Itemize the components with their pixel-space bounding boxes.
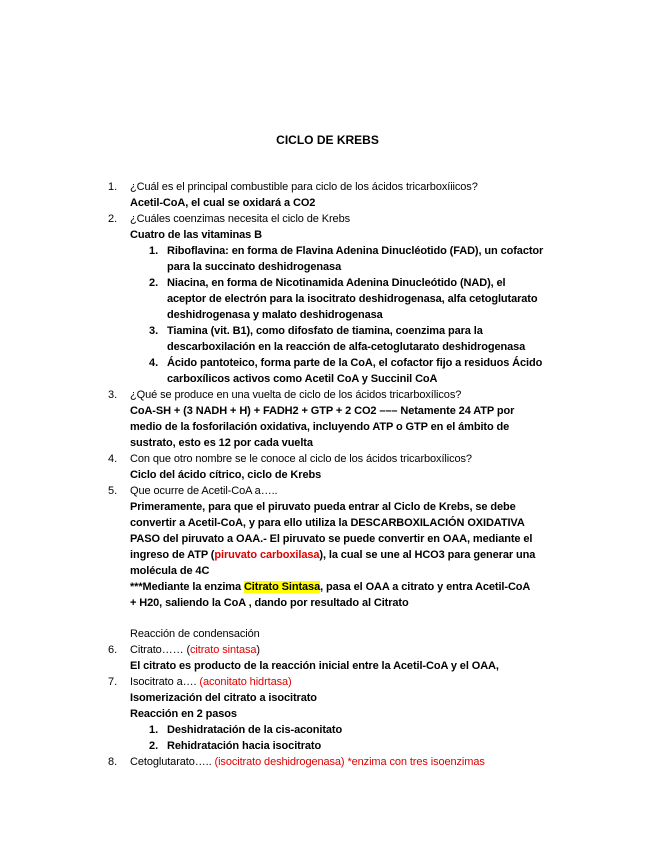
- answer-2: Cuatro de las vitaminas B: [130, 229, 262, 241]
- question-8: [130, 755, 485, 769]
- vitamin-niacina-line: Niacina, en forma de Nicotinamida Adenina Dinucleótido (NAD), el: [167, 277, 506, 289]
- vitamin-pantoteico-line: Ácido pantoteico, forma parte de la CoA, el cofactor fijo a residuos Ácido: [167, 357, 543, 369]
- vitamin-niacina-line: deshidrogenasa y malato deshidrogenasa: [167, 309, 383, 321]
- question-6: [130, 643, 260, 657]
- question-5: Que ocurre de Acetil-CoA a…..: [130, 485, 278, 497]
- sublist-number: 2.: [149, 277, 159, 289]
- list-number: 3.: [108, 389, 118, 401]
- reaction-heading: Reacción de condensación: [130, 628, 260, 640]
- reaction-step: Deshidratación de la cis-aconitato: [167, 724, 343, 736]
- vitamin-riboflavina-line: para la succinato deshidrogenasa: [167, 261, 342, 273]
- answer-6: El citrato es producto de la reacción inicial entre la Acetil-CoA y el OAA,: [130, 660, 499, 672]
- sublist-number: 1.: [149, 724, 159, 736]
- answer-5-line: molécula de 4C: [130, 565, 210, 577]
- reaction-step: Rehidratación hacia isocitrato: [167, 740, 322, 752]
- sublist-number: 1.: [149, 245, 159, 257]
- list-number: 4.: [108, 453, 118, 465]
- vitamin-tiamina-line: descarboxilación en la reacción de alfa-cetoglutarato deshidrogenasa: [167, 341, 526, 353]
- answer-7-line: Isomerización del citrato a isocitrato: [130, 692, 317, 704]
- answer-5-text: , pasa el OAA a citrato y entra Acetil-CoA: [320, 581, 531, 593]
- question-3: ¿Qué se produce en una vuelta de ciclo de los ácidos tricarboxílicos?: [130, 389, 462, 401]
- answer-5-line: [130, 580, 530, 594]
- page-title: CICLO DE KREBS: [276, 133, 379, 147]
- list-number: 6.: [108, 644, 118, 656]
- list-number: 7.: [108, 676, 118, 688]
- vitamin-pantoteico-line: carboxílicos activos como Acetil CoA y Succinil CoA: [167, 373, 438, 385]
- question-6-text: Citrato…… (: [130, 644, 191, 656]
- question-7: [130, 675, 292, 689]
- sublist-number: 2.: [149, 740, 159, 752]
- list-number: 1.: [108, 181, 118, 193]
- vitamin-riboflavina-line: Riboflavina: en forma de Flavina Adenina Dinucléotido (FAD), un cofactor: [167, 245, 544, 257]
- answer-7-line: Reacción en 2 pasos: [130, 708, 237, 720]
- answer-5-text: ), la cual se une al HCO3 para generar una: [319, 549, 536, 561]
- question-8-text: Cetoglutarato…..: [130, 756, 215, 768]
- answer-5-line: + H20, saliendo la CoA , dando por resultado al Citrato: [130, 597, 409, 609]
- answer-5-line: [130, 548, 535, 562]
- highlighted-enzyme: Citrato Sintasa: [243, 581, 321, 593]
- question-7-text: Isocitrato a….: [130, 676, 200, 688]
- vitamin-tiamina-line: Tiamina (vit. B1), como difosfato de tiamina, coenzima para la: [167, 325, 483, 337]
- question-6-text: ): [256, 644, 260, 656]
- list-number: 2.: [108, 213, 118, 225]
- answer-1: Acetil-CoA, el cual se oxidará a CO2: [130, 197, 316, 209]
- answer-5-line: PASO del piruvato a OAA.- El piruvato se puede convertir en OAA, mediante el: [130, 533, 533, 545]
- answer-3-line: medio de la fosforilación oxidativa, incluyendo ATP o GTP en el ámbito de: [130, 421, 510, 433]
- sublist-number: 4.: [149, 357, 159, 369]
- sublist-number: 3.: [149, 325, 159, 337]
- question-2: ¿Cuáles coenzimas necesita el ciclo de Krebs: [130, 213, 350, 225]
- list-number: 5.: [108, 485, 118, 497]
- enzyme-name-red: citrato sintasa: [190, 644, 257, 656]
- enzyme-name-red: piruvato carboxilasa: [214, 549, 320, 561]
- enzyme-name-red: (isocitrato deshidrogenasa) *enzima con tres isoenzimas: [214, 756, 485, 768]
- vitamin-niacina-line: aceptor de electrón para la isocitrato deshidrogenasa, alfa cetoglutarato: [167, 293, 538, 305]
- list-number: 8.: [108, 756, 118, 768]
- answer-3-line: CoA-SH + (3 NADH + H) + FADH2 + GTP + 2 CO2 ––– Netamente 24 ATP por: [130, 405, 515, 417]
- answer-5-text: ingreso de ATP (: [130, 549, 215, 561]
- answer-5-text: ***Mediante la enzima: [130, 581, 244, 593]
- enzyme-name-red: (aconitato hidrtasa): [199, 676, 292, 688]
- answer-4: Ciclo del ácido cítrico, ciclo de Krebs: [130, 469, 322, 481]
- answer-5-line: Primeramente, para que el piruvato pueda entrar al Ciclo de Krebs, se debe: [130, 501, 516, 513]
- question-1: ¿Cuál es el principal combustible para ciclo de los ácidos tricarboxíiicos?: [130, 181, 478, 193]
- answer-3-line: sustrato, esto es 12 por cada vuelta: [130, 437, 313, 449]
- question-4: Con que otro nombre se le conoce al ciclo de los ácidos tricarboxílicos?: [130, 453, 472, 465]
- answer-5-line: convertir a Acetil-CoA, y para ello utiliza la DESCARBOXILACIÓN OXIDATIVA: [130, 517, 525, 529]
